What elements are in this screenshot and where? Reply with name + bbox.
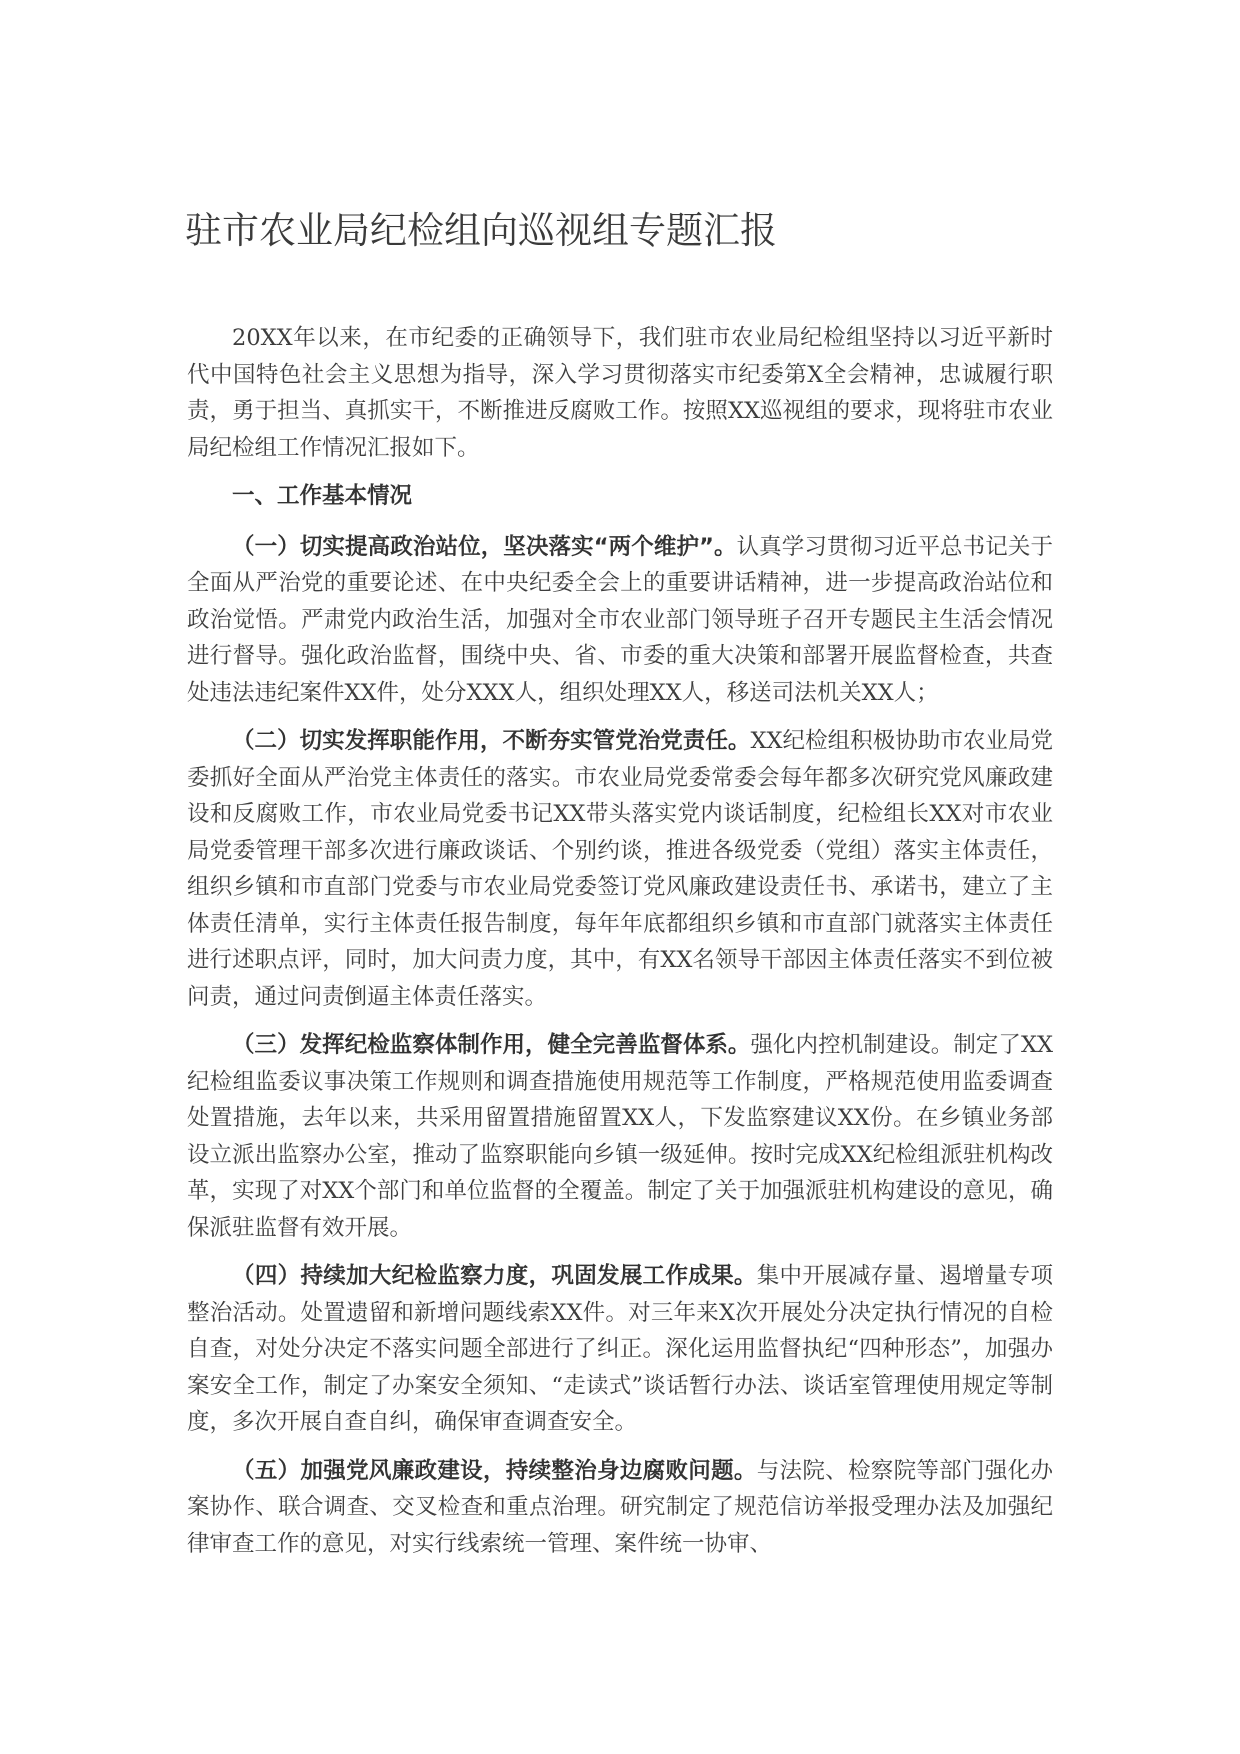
item-paragraph-5 <box>187 1453 1053 1563</box>
item-paragraph-4 <box>187 1258 1053 1441</box>
item-text: 与法院、检察院等部门强化办案协作、联合调查、交叉检查和重点治理。研究制定了规范信访举报受理办法及加强纪律审查工作的意见，对实行线索统一管理、案件统一协审、 <box>187 1457 1053 1557</box>
item-text: 集中开展减存量、遏增量专项整治活动。处置遗留和新增问题线索XX件。对三年来X次开展处分决定执行情况的自检自查，对处分决定不落实问题全部进行了纠正。深化运用监督执纪“四种形态”，加强办案安全工作，制定了办案安全须知、“走读式”谈话暂行办法、谈话室管理使用规定等制度，多次开展自查自纠，确保审查调查安全。 <box>187 1263 1053 1435</box>
item-text: XX纪检组积极协助市农业局党委抓好全面从严治党主体责任的落实。市农业局党委常委会每年都多次研究党风廉政建设和反腐败工作，市农业局党委书记XX带头落实党内谈话制度，纪检组长XX对市农业局党委管理干部多次进行廉政谈话、个别约谈，推进各级党委（党组）落实主体责任，组织乡镇和市直部门党委与市农业局党委签订党风廉政建设责任书、承诺书，建立了主体责任清单，实行主体责任报告制度，每年年底都组织乡镇和市直部门就落实主体责任进行述职点评，同时，加大问责力度，其中，有XX名领导干部因主体责任落实不到位被问责，通过问责倒逼主体责任落实。 <box>187 728 1053 1010</box>
item-text: 认真学习贯彻习近平总书记关于全面从严治党的重要论述、在中央纪委全会上的重要讲话精神，进一步提高政治站位和政治觉悟。严肃党内政治生活，加强对全市农业部门领导班子召开专题民主生活会情况进行督导。强化政治监督，围绕中央、省、市委的重大决策和部署开展监督检查，共查处违法违纪案件XX件，处分XXX人，组织处理XX人，移送司法机关XX人； <box>187 533 1053 706</box>
item-text: 强化内控机制建设。制定了XX纪检组监委议事决策工作规则和调查措施使用规范等工作制度，严格规范使用监委调查处置措施，去年以来，共采用留置措施留置XX人，下发监察建议XX份。在乡镇业务部设立派出监察办公室，推动了监察职能向乡镇一级延伸。按时完成XX纪检组派驻机构改革，实现了对XX个部门和单位监督的全覆盖。制定了关于加强派驻机构建设的意见，确保派驻监督有效开展。 <box>187 1032 1053 1241</box>
document-body <box>187 320 1053 1574</box>
item-lead: （二）切实发挥职能作用，不断夯实管党治党责任。 <box>232 728 751 754</box>
item-paragraph-3 <box>187 1027 1053 1246</box>
item-lead: （四）持续加大纪检监察力度，巩固发展工作成果。 <box>232 1263 757 1289</box>
section-heading: 一、工作基本情况 <box>232 483 413 509</box>
item-paragraph-2 <box>187 723 1053 1015</box>
item-lead: （一）切实提高政治站位，坚决落实“两个维护”。 <box>232 533 737 560</box>
item-lead: （三）发挥纪检监察体制作用，健全完善监督体系。 <box>232 1032 751 1058</box>
document-title: 驻市农业局纪检组向巡视组专题汇报 <box>185 209 777 252</box>
item-lead: （五）加强党风廉政建设，持续整治身边腐败问题。 <box>232 1457 757 1484</box>
intro-paragraph: 20XX年以来，在市纪委的正确领导下，我们驻市农业局纪检组坚持以习近平新时代中国特色社会主义思想为指导，深入学习贯彻落实市纪委第X全会精神，忠诚履行职责，勇于担当、真抓实干，不断推进反腐败工作。按照XX巡视组的要求，现将驻市农业局纪检组工作情况汇报如下。 <box>187 325 1053 461</box>
item-paragraph-1 <box>187 529 1053 712</box>
